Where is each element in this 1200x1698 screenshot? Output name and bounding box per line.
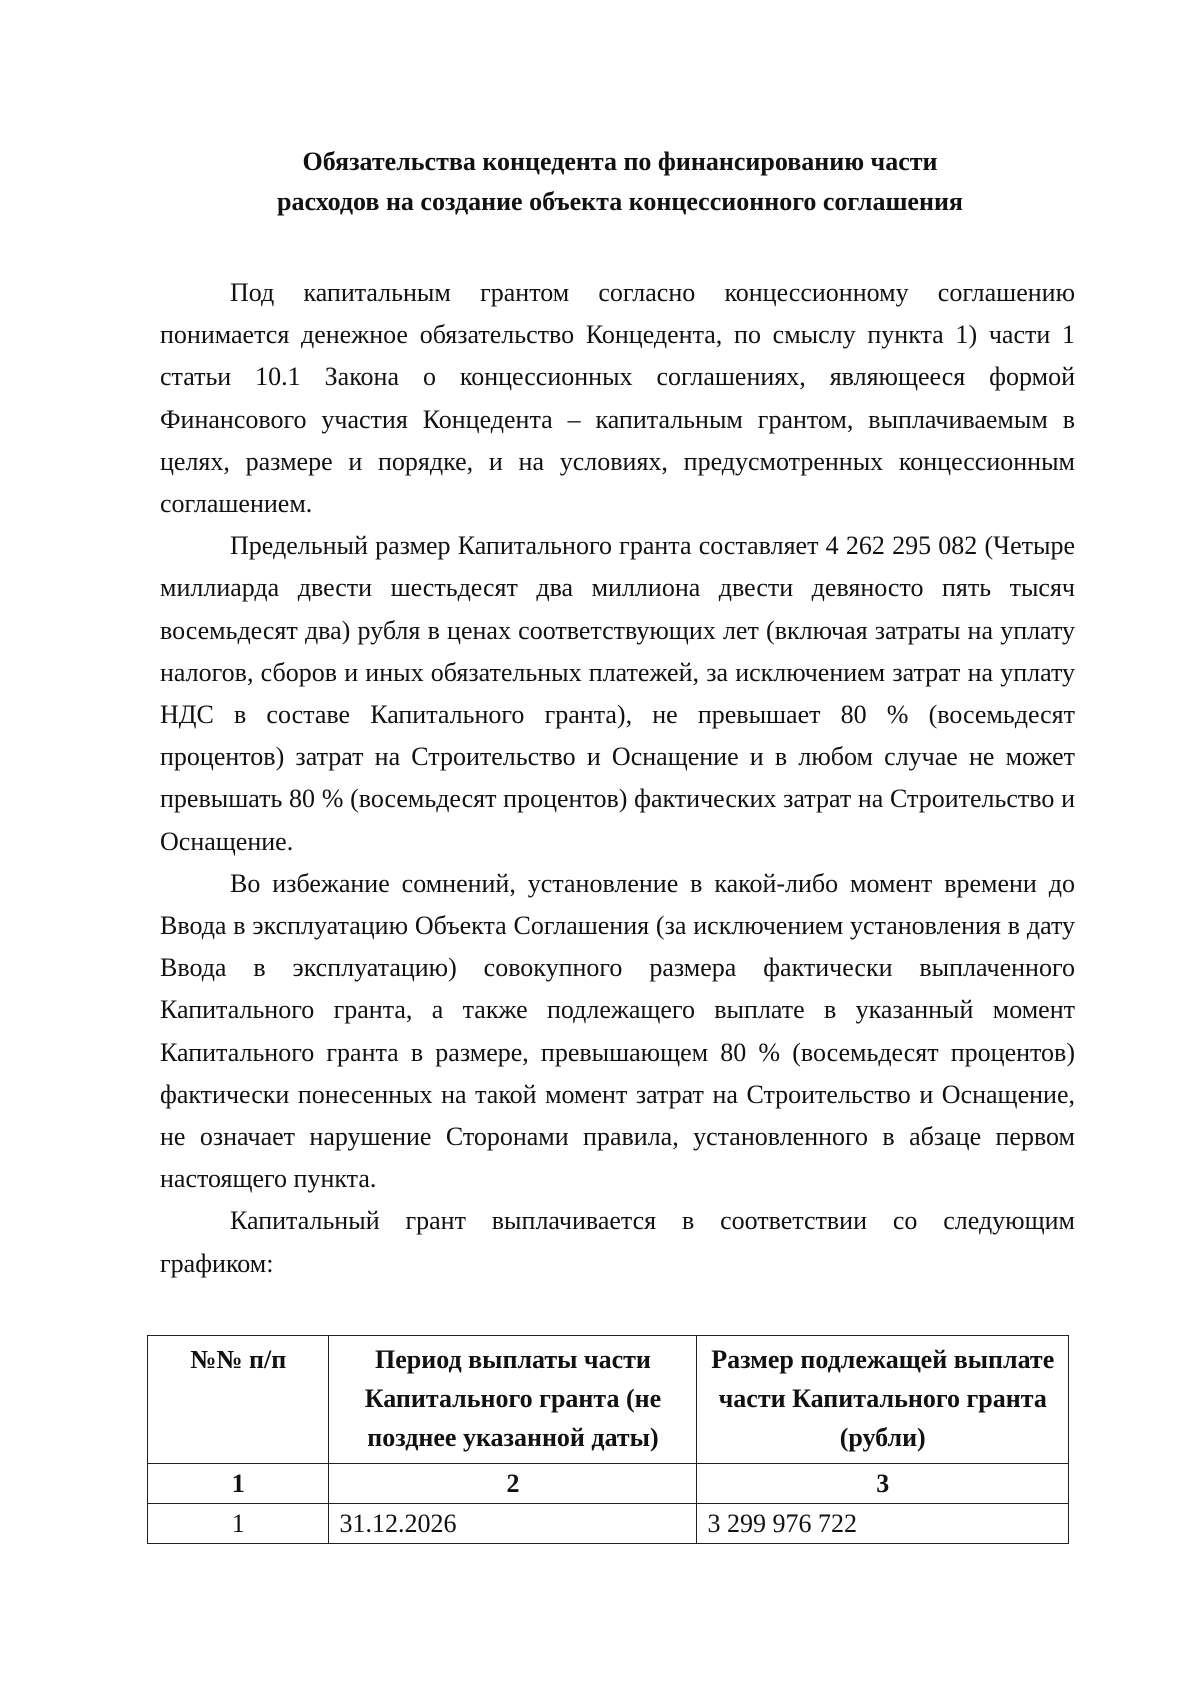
column-number: 1 [148,1464,329,1504]
document-title [160,142,1080,222]
column-number-row [148,1464,1069,1504]
paragraph-capital-grant-definition: Под капитальным грантом согласно концессионному соглашению понимается денежное обязательство Концедента, по смыслу пункта 1) части 1 статьи 10.1 Закона о концессионных соглашениях, являющееся формой Финансового участия Концедента – капитальным грантом, выплачиваемым в целях, размере и порядке, и на условиях, предусмотренных концессионным соглашением. [160,278,1075,519]
title-line-1: Обязательства концедента по финансированию части [302,147,938,176]
payment-schedule-table [147,1335,1069,1544]
header-payment-amount: Размер подлежащей выплате части Капитального гранта (рубли) [697,1336,1069,1464]
row-number-cell: 1 [148,1504,329,1544]
paragraph-clarification: Во избежание сомнений, установление в какой-либо момент времени до Ввода в эксплуатацию Объекта Соглашения (за исключением установления в дату Ввода в эксплуатацию) совокупного размера фактически выплаченного Капитального гранта, а также подлежащего выплате в указанный момент Капитального гранта в размере, превышающем 80 % (восемьдесят процентов) фактически понесенных на такой момент затрат на Строительство и Оснащение, не означает нарушение Сторонами правила, установленного в абзаце первом настоящего пункта. [160,868,1075,1194]
payment-date-cell: 31.12.2026 [329,1504,697,1544]
header-payment-period: Период выплаты части Капитального гранта (не позднее указанной даты) [329,1336,697,1464]
header-row-number: №№ п/п [148,1336,329,1464]
table-row [148,1504,1069,1544]
table-header-row [148,1336,1069,1464]
column-number: 3 [697,1464,1069,1504]
paragraph-schedule-intro: Капитальный грант выплачивается в соответствии со следующим графиком: [160,1206,1075,1278]
paragraph-grant-limit: Предельный размер Капитального гранта составляет 4 262 295 082 (Четыре миллиарда двести шестьдесят два миллиона двести девяносто пять тысяч восемьдесят два) рубля в ценах соответствующих лет (включая затраты на уплату налогов, сборов и иных обязательных платежей, за исключением затрат на уплату НДС в составе Капитального гранта), не превышает 80 % (восемьдесят процентов) затрат на Строительство и Оснащение и в любом случае не может превышать 80 % (восемьдесят процентов) фактических затрат на Строительство и Оснащение. [160,531,1075,856]
payment-amount-cell: 3 299 976 722 [697,1504,1069,1544]
column-number: 2 [329,1464,697,1504]
document-body [160,272,1075,1285]
title-line-2: расходов на создание объекта концессионного соглашения [276,187,963,216]
